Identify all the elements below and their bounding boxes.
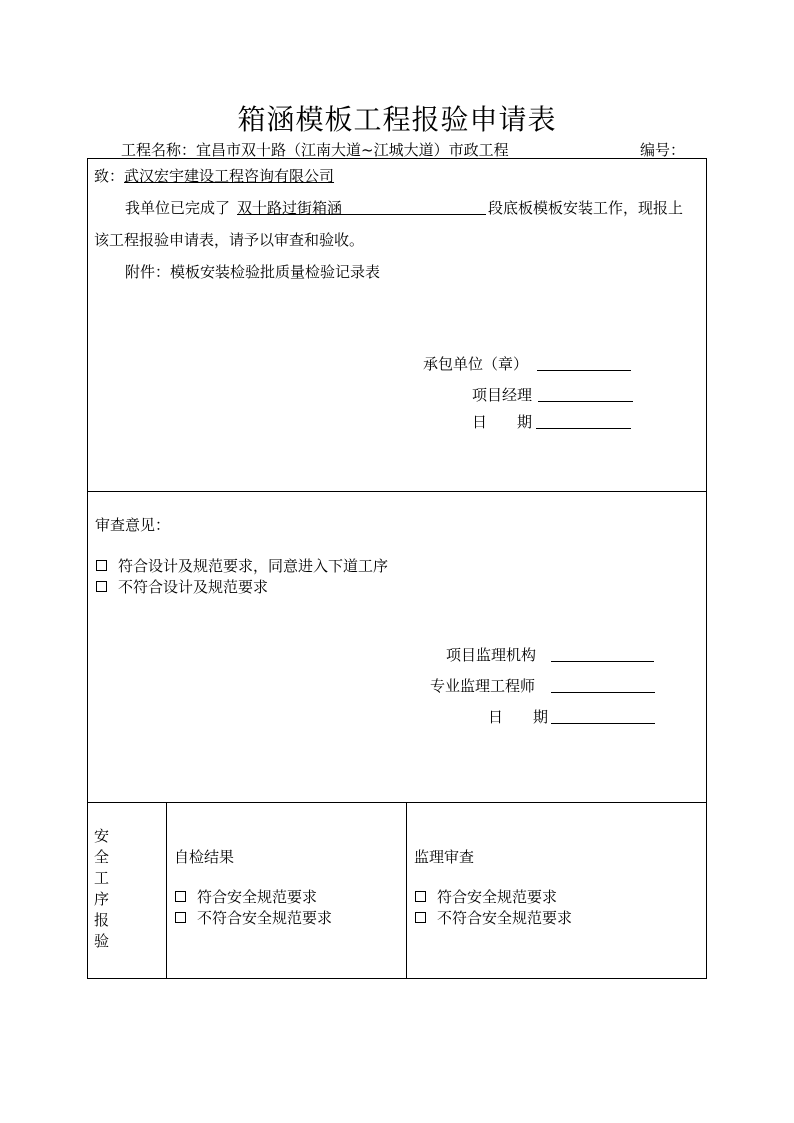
project-label: 工程名称： bbox=[121, 141, 197, 159]
attachment-value: 模板安装检验批质量检验记录表 bbox=[170, 263, 381, 281]
addressee-line bbox=[94, 165, 334, 186]
para-line2: 该工程报验申请表，请予以审查和验收。 bbox=[94, 231, 365, 249]
pm-field[interactable] bbox=[538, 401, 633, 402]
engineer-field[interactable] bbox=[551, 692, 655, 693]
number-label: 编号： bbox=[640, 141, 686, 159]
para-suffix: 段底板模板安装工作，现报上 bbox=[488, 199, 684, 217]
para-fill-underline bbox=[237, 214, 486, 215]
para-prefix: 我单位已完成了 bbox=[125, 199, 231, 217]
checkbox-sup-pass[interactable] bbox=[415, 891, 426, 902]
attachment-label: 附件： bbox=[125, 263, 171, 281]
self-fail: 不符合安全规范要求 bbox=[197, 909, 333, 927]
project-name-line bbox=[121, 139, 509, 160]
divider-col2 bbox=[406, 802, 407, 979]
checkbox-sup-fail[interactable] bbox=[415, 912, 426, 923]
self-pass: 符合安全规范要求 bbox=[197, 888, 318, 906]
checkbox-self-pass[interactable] bbox=[175, 891, 186, 902]
opinion-label: 审查意见： bbox=[95, 516, 171, 534]
divider-section1 bbox=[87, 491, 707, 492]
option-pass: 符合设计及规范要求，同意进入下道工序 bbox=[118, 557, 389, 575]
project-name: 宜昌市双十路（江南大道~江城大道）市政工程 bbox=[196, 141, 509, 159]
supervision-org-label: 项目监理机构 bbox=[446, 646, 537, 664]
addressee: 武汉宏宇建设工程咨询有限公司 bbox=[124, 167, 335, 185]
contractor-seal-field[interactable] bbox=[537, 370, 631, 371]
checkbox-pass[interactable] bbox=[96, 560, 107, 571]
checkbox-fail[interactable] bbox=[96, 581, 107, 592]
contractor-seal-label: 承包单位（章） bbox=[423, 355, 529, 373]
checkbox-self-fail[interactable] bbox=[175, 912, 186, 923]
to-label: 致： bbox=[94, 167, 125, 185]
engineer-label: 专业监理工程师 bbox=[430, 677, 536, 695]
date-label-1: 日 期 bbox=[472, 413, 533, 431]
date-field-2[interactable] bbox=[551, 723, 655, 724]
date-field-1[interactable] bbox=[536, 428, 631, 429]
safety-side-label: 安全工序报验 bbox=[94, 827, 110, 950]
divider-col1 bbox=[166, 802, 167, 979]
sup-pass: 符合安全规范要求 bbox=[437, 888, 558, 906]
attachment-line bbox=[125, 261, 380, 282]
self-check-title: 自检结果 bbox=[174, 848, 235, 866]
supervision-org-field[interactable] bbox=[551, 661, 654, 662]
divider-section2 bbox=[87, 802, 707, 803]
date-label-2: 日 期 bbox=[488, 708, 549, 726]
para-filled: 双十路过街箱涵 bbox=[237, 199, 343, 217]
supervision-title: 监理审查 bbox=[414, 848, 475, 866]
pm-label: 项目经理 bbox=[472, 386, 533, 404]
form-title: 箱涵模板工程报验申请表 bbox=[237, 103, 557, 136]
option-fail: 不符合设计及规范要求 bbox=[118, 578, 269, 596]
sup-fail: 不符合安全规范要求 bbox=[437, 909, 573, 927]
